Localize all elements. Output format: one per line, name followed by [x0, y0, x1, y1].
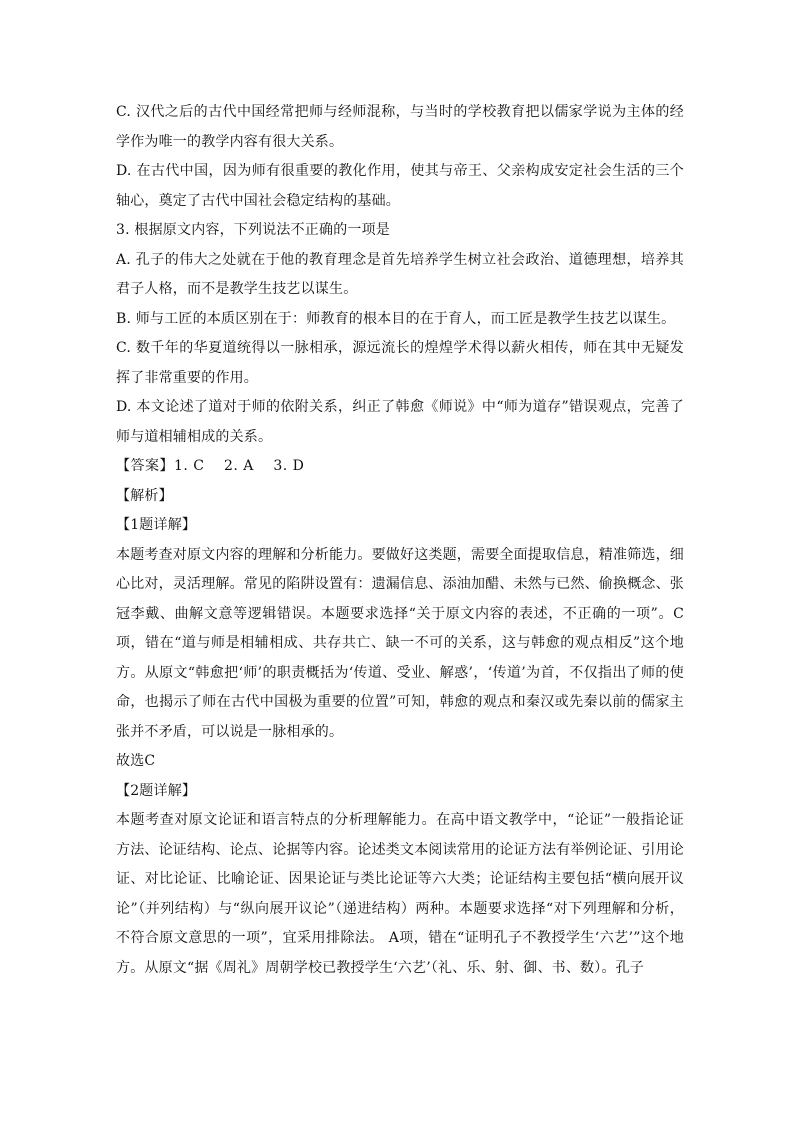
- q1-detail-text: 本题考查对原文内容的理解和分析能力。要做好这类题，需要全面提取信息，精准筛选，细心比对，灵活理解。常见的陷阱设置有：遗漏信息、添油加醋、未然与已然、偷换概念、张冠李戴、曲解文意等逻辑错误。本题要求选择“关于原文内容的表述，不正确的一项”。C项，错在“道与师是相辅相成、共存共亡、缺一不可的关系，这与韩愈的观点相反”这个地方。从原文“韩愈把‘师’的职责概括为‘传道、受业、解惑’，‘传道’为首，不仅指出了师的使命，也揭示了师在古代中国极为重要的位置”可知，韩愈的观点和秦汉或先秦以前的儒家主张并不矛盾，可以说是一脉相承的。: [116, 546, 684, 740]
- q3-option-a: A. 孔子的伟大之处就在于他的教育理念是首先培养学生树立社会政治、道德理想，培养其君子人格，而不是教学生技艺以谋生。: [116, 251, 684, 297]
- answer-line: 【答案】1. C 2. A 3. D: [116, 458, 305, 474]
- question-3-stem: 3. 根据原文内容，下列说法不正确的一项是: [116, 222, 391, 238]
- q3-option-b: B. 师与工匠的本质区别在于：师教育的根本目的在于育人，而工匠是教学生技艺以谋生。: [116, 310, 676, 327]
- q2-detail-text: 本题考查对原文论证和语言特点的分析理解能力。在高中语文教学中，“论证”一般指论证方法、论证结构、论点、论据等内容。论述类文本阅读常用的论证方法有举例论证、引用论证、对比论证、比喻论证、因果论证与类比论证等六大类；论证结构主要包括“横向展开议论”（并列结构）与“纵向展开议论”（递进结构）两种。本题要求选择“对下列理解和分析，不符合原文意思的一项”，宜采用排除法。 A项，错在“证明孔子不教授学生‘六艺’”这个地方。从原文“据《周礼》周朝学校已教授学生‘六艺’（礼、乐、射、御、书、数）。孔子: [116, 812, 684, 976]
- document-body: [116, 98, 684, 983]
- q3-option-d: D. 本文论述了道对于师的依附关系，纠正了韩愈《师说》中“师为道存”错误观点，完善了师与道相辅相成的关系。: [116, 399, 684, 445]
- option-c-paragraph: C. 汉代之后的古代中国经常把师与经师混称，与当时的学校教育把以儒家学说为主体的经学作为唯一的教学内容有很大关系。: [116, 104, 684, 150]
- option-d-paragraph: D. 在古代中国，因为师有很重要的教化作用，使其与帝王、父亲构成安定社会生活的三个轴心，奠定了古代中国社会稳定结构的基础。: [116, 163, 684, 209]
- q3-option-c: C. 数千年的华夏道统得以一脉相承，源远流长的煌煌学术得以薪火相传，师在其中无疑发挥了非常重要的作用。: [116, 340, 684, 386]
- q1-detail-heading: 【1题详解】: [116, 517, 197, 533]
- q1-choice: 故选C: [116, 753, 156, 769]
- q2-detail-heading: 【2题详解】: [116, 782, 197, 799]
- analysis-heading: 【解析】: [116, 487, 173, 504]
